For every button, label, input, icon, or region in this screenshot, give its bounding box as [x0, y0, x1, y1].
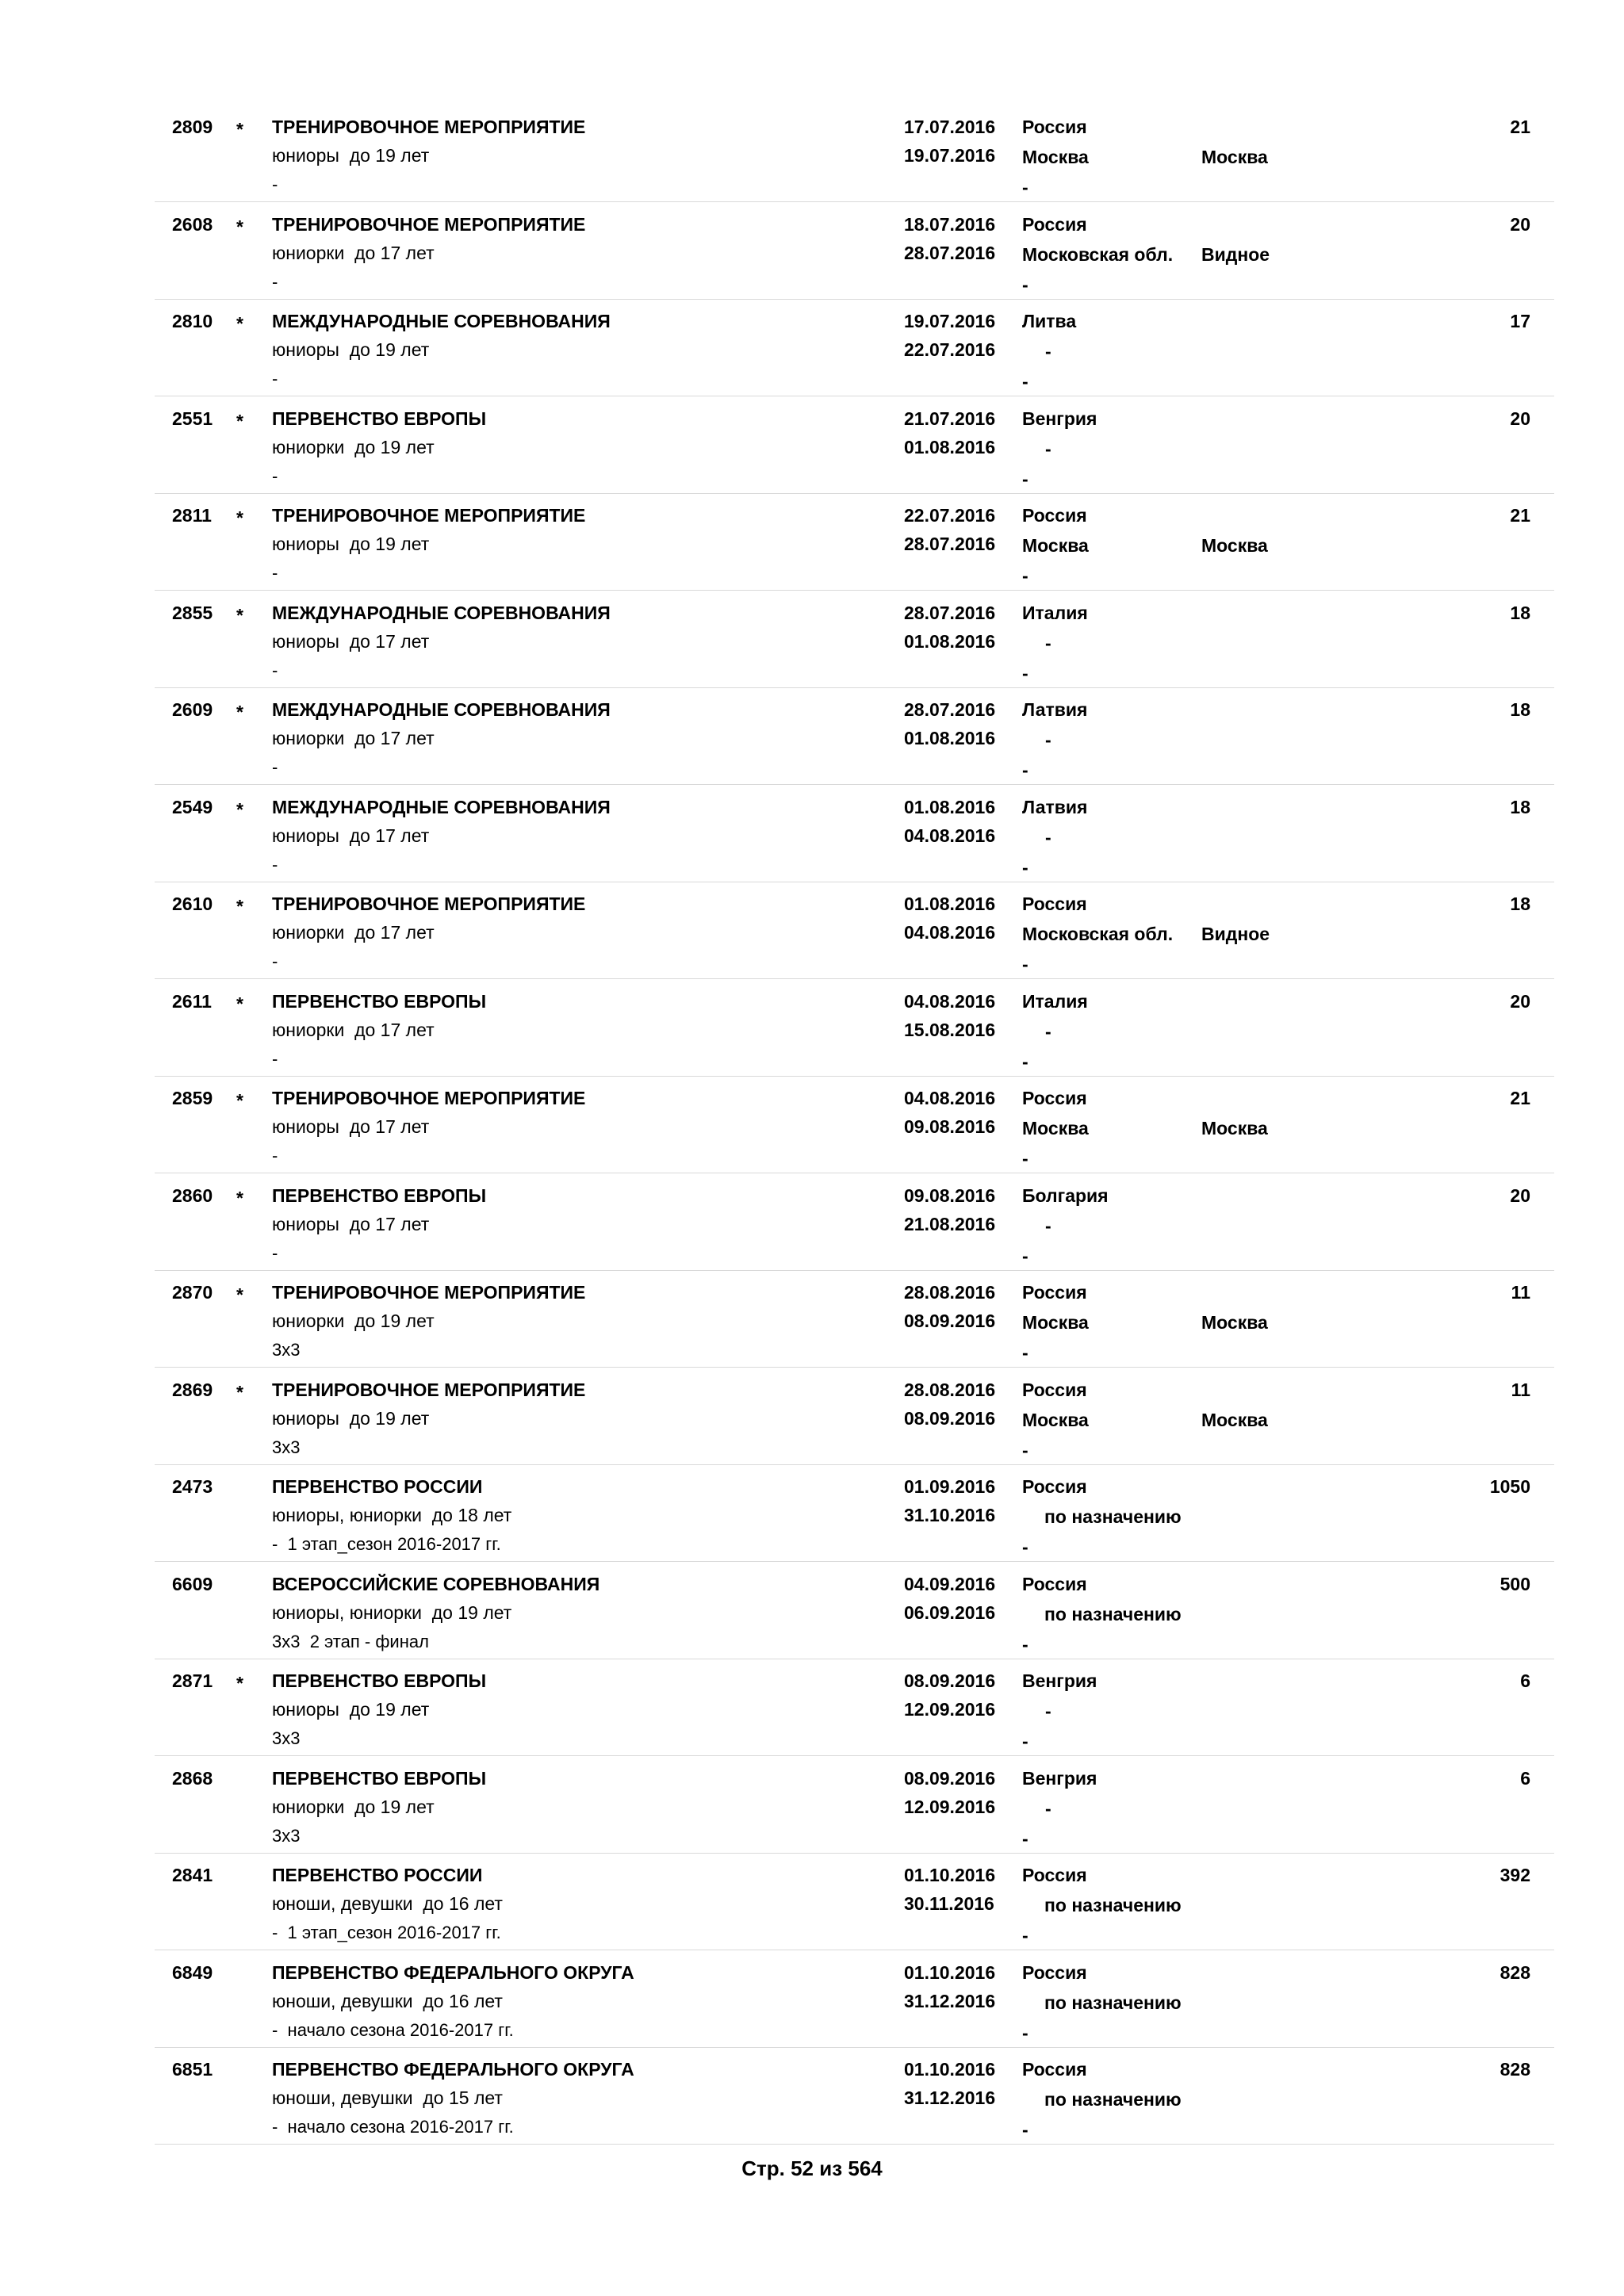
event-title: ТРЕНИРОВОЧНОЕ МЕРОПРИЯТИЕ [272, 1088, 586, 1108]
event-number: 2608 [172, 213, 213, 235]
start-date: 01.10.2016 [904, 1865, 996, 1885]
location-dash: - [1022, 1245, 1028, 1266]
end-date: 19.07.2016 [904, 145, 996, 166]
end-date: 01.08.2016 [904, 630, 996, 652]
participant-count: 21 [1510, 1088, 1530, 1108]
participant-count: 18 [1510, 894, 1530, 914]
end-date: 15.08.2016 [904, 1019, 996, 1040]
start-date: 19.07.2016 [904, 311, 996, 331]
start-date: 08.09.2016 [904, 1767, 996, 1789]
event-note: 3х3 [272, 1728, 301, 1748]
event-row [155, 105, 1554, 202]
event-number: 2859 [172, 1088, 213, 1108]
start-date: 28.07.2016 [904, 602, 996, 623]
end-date: 28.07.2016 [904, 242, 996, 263]
location-dash: - [1022, 954, 1028, 974]
participant-count: 17 [1510, 311, 1530, 331]
event-row [155, 494, 1554, 591]
location-dash: - [1022, 565, 1028, 586]
start-date: 08.09.2016 [904, 1670, 996, 1691]
event-row [155, 1951, 1554, 2048]
event-note: - [272, 563, 278, 583]
event-number: 2871 [172, 1670, 213, 1691]
country: Латвия [1022, 796, 1088, 817]
region: - [1045, 438, 1051, 459]
country: Россия [1022, 894, 1087, 914]
location-dash: - [1022, 1148, 1028, 1169]
country: Россия [1022, 1088, 1087, 1108]
end-date: 06.09.2016 [904, 1601, 996, 1623]
participant-count: 20 [1510, 1184, 1530, 1206]
international-mark: * [236, 313, 243, 334]
end-date: 12.09.2016 [904, 1796, 996, 1817]
start-date: 04.09.2016 [904, 1573, 996, 1594]
participant-count: 11 [1511, 1282, 1530, 1303]
event-number: 6851 [172, 2059, 213, 2080]
age-group: юниоры до 19 лет [272, 1407, 430, 1429]
event-row [155, 397, 1554, 494]
event-title: ТРЕНИРОВОЧНОЕ МЕРОПРИЯТИЕ [272, 117, 586, 137]
event-title: ПЕРВЕНСТВО ЕВРОПЫ [272, 990, 487, 1012]
participant-count: 20 [1510, 408, 1530, 429]
event-note: - [272, 1048, 278, 1069]
participant-count: 11 [1511, 1379, 1530, 1400]
event-note: - начало сезона 2016-2017 гг. [272, 2117, 514, 2137]
age-group: юниоры, юниорки до 19 лет [272, 1601, 512, 1623]
event-note: - 1 этап_сезон 2016-2017 гг. [272, 1534, 501, 1554]
participant-count: 20 [1510, 990, 1530, 1012]
event-title: ПЕРВЕНСТВО ЕВРОПЫ [272, 1184, 487, 1206]
event-title: ВСЕРОССИЙСКИЕ СОРЕВНОВАНИЯ [272, 1573, 600, 1594]
event-number: 2870 [172, 1282, 213, 1303]
start-date: 28.08.2016 [904, 1379, 996, 1400]
end-date: 31.12.2016 [904, 2087, 996, 2108]
event-number: 2869 [172, 1379, 213, 1400]
end-date: 09.08.2016 [904, 1116, 996, 1137]
region: Москва [1022, 1409, 1089, 1430]
country: Россия [1022, 1865, 1087, 1885]
end-date: 22.07.2016 [904, 339, 996, 360]
event-title: ТРЕНИРОВОЧНОЕ МЕРОПРИЯТИЕ [272, 894, 586, 914]
event-note: - начало сезона 2016-2017 гг. [272, 2019, 514, 2040]
country: Россия [1022, 505, 1087, 526]
region: по назначению [1044, 1603, 1182, 1624]
start-date: 21.07.2016 [904, 408, 996, 429]
participant-count: 500 [1500, 1573, 1530, 1594]
location-dash: - [1022, 371, 1028, 392]
location-dash: - [1022, 1731, 1028, 1751]
event-title: ПЕРВЕНСТВО ФЕДЕРАЛЬНОГО ОКРУГА [272, 1961, 634, 1983]
participant-count: 18 [1510, 796, 1530, 817]
age-group: юноши, девушки до 16 лет [272, 1893, 503, 1914]
location-dash: - [1022, 1827, 1028, 1849]
start-date: 17.07.2016 [904, 117, 996, 137]
end-date: 04.08.2016 [904, 922, 996, 943]
country: Венгрия [1022, 1767, 1097, 1789]
international-mark: * [236, 1673, 243, 1693]
age-group: юниорки до 17 лет [272, 242, 435, 263]
international-mark: * [236, 798, 243, 820]
international-mark: * [236, 119, 243, 140]
region: - [1045, 826, 1051, 848]
start-date: 01.08.2016 [904, 796, 996, 817]
participant-count: 392 [1500, 1865, 1530, 1885]
event-row [155, 1077, 1554, 1173]
event-row [155, 688, 1554, 785]
event-note: - [272, 757, 278, 777]
event-note: - 1 этап_сезон 2016-2017 гг. [272, 1923, 501, 1942]
end-date: 31.12.2016 [904, 1990, 996, 2011]
age-group: юниоры, юниорки до 18 лет [272, 1505, 512, 1525]
age-group: юниорки до 17 лет [272, 922, 435, 943]
region: Московская обл. [1022, 924, 1174, 944]
event-number: 2551 [172, 408, 213, 429]
location-dash: - [1022, 468, 1028, 489]
event-note: 3х3 [272, 1437, 301, 1457]
age-group: юниоры до 19 лет [272, 534, 430, 554]
city: Москва [1201, 1312, 1268, 1333]
region: - [1045, 1020, 1051, 1042]
event-title: ПЕРВЕНСТВО РОССИИ [272, 1476, 483, 1497]
country: Италия [1022, 602, 1088, 623]
event-title: МЕЖДУНАРОДНЫЕ СОРЕВНОВАНИЯ [272, 699, 611, 720]
event-title: ТРЕНИРОВОЧНОЕ МЕРОПРИЯТИЕ [272, 1282, 586, 1303]
event-number: 6609 [172, 1573, 213, 1594]
event-row [155, 1465, 1554, 1562]
end-date: 01.08.2016 [904, 436, 996, 457]
event-row [155, 300, 1554, 396]
event-number: 2809 [172, 117, 213, 137]
region: - [1045, 1797, 1051, 1819]
start-date: 01.09.2016 [904, 1476, 996, 1497]
event-note: 3х3 [272, 1340, 301, 1360]
event-note: - [272, 1146, 278, 1165]
city: Видное [1201, 243, 1270, 265]
city: Москва [1201, 1409, 1268, 1430]
event-row [155, 1174, 1554, 1271]
age-group: юниоры до 17 лет [272, 630, 430, 652]
country: Россия [1022, 1282, 1087, 1303]
event-number: 6849 [172, 1961, 213, 1983]
event-note: - [272, 1242, 278, 1263]
age-group: юниоры до 19 лет [272, 1699, 430, 1720]
event-row [155, 882, 1554, 979]
event-number: 2611 [172, 990, 212, 1012]
location-dash: - [1022, 1050, 1028, 1072]
age-group: юниорки до 17 лет [272, 728, 435, 748]
event-number: 2811 [172, 505, 212, 526]
event-row [155, 1757, 1554, 1854]
event-note: - [272, 465, 278, 486]
event-row [155, 203, 1554, 300]
international-mark: * [236, 410, 243, 431]
region: Москва [1022, 147, 1089, 167]
end-date: 31.10.2016 [904, 1505, 996, 1525]
city: Москва [1201, 1118, 1268, 1138]
event-number: 2609 [172, 699, 213, 720]
event-title: ПЕРВЕНСТВО ЕВРОПЫ [272, 1767, 487, 1789]
event-row [155, 1563, 1554, 1659]
location-dash: - [1022, 662, 1028, 683]
start-date: 22.07.2016 [904, 505, 996, 526]
event-row [155, 980, 1554, 1077]
country: Россия [1022, 213, 1087, 235]
international-mark: * [236, 216, 243, 237]
participant-count: 18 [1510, 602, 1530, 623]
end-date: 21.08.2016 [904, 1213, 996, 1234]
end-date: 01.08.2016 [904, 728, 996, 748]
international-mark: * [236, 702, 243, 722]
region: Московская обл. [1022, 243, 1174, 265]
event-number: 2610 [172, 894, 213, 914]
event-row [155, 1659, 1554, 1756]
age-group: юниоры до 17 лет [272, 1213, 430, 1234]
age-group: юниоры до 19 лет [272, 339, 430, 360]
city: Москва [1201, 535, 1268, 556]
age-group: юноши, девушки до 16 лет [272, 1990, 503, 2011]
region: - [1045, 1215, 1051, 1236]
country: Венгрия [1022, 408, 1097, 429]
event-title: МЕЖДУНАРОДНЫЕ СОРЕВНОВАНИЯ [272, 602, 611, 623]
location-dash: - [1022, 274, 1028, 295]
event-title: ПЕРВЕНСТВО ЕВРОПЫ [272, 408, 487, 429]
event-number: 2810 [172, 311, 213, 331]
location-dash: - [1022, 1342, 1028, 1363]
start-date: 04.08.2016 [904, 1088, 996, 1108]
event-number: 2841 [172, 1865, 213, 1885]
event-title: ТРЕНИРОВОЧНОЕ МЕРОПРИЯТИЕ [272, 505, 586, 526]
participant-count: 828 [1500, 1961, 1530, 1983]
age-group: юноши, девушки до 15 лет [272, 2087, 503, 2108]
event-note: - [272, 174, 278, 194]
country: Россия [1022, 117, 1087, 137]
event-note: - [272, 271, 278, 292]
event-note: - [272, 369, 278, 388]
event-row [155, 2048, 1554, 2145]
region: - [1045, 341, 1051, 362]
region: по назначению [1044, 1895, 1182, 1915]
international-mark: * [236, 604, 243, 626]
start-date: 09.08.2016 [904, 1184, 996, 1206]
age-group: юниоры до 17 лет [272, 1116, 430, 1137]
end-date: 08.09.2016 [904, 1407, 996, 1429]
country: Италия [1022, 990, 1088, 1012]
city: Видное [1201, 924, 1270, 944]
event-number: 2868 [172, 1767, 213, 1789]
event-number: 2860 [172, 1184, 213, 1206]
start-date: 01.10.2016 [904, 2059, 996, 2080]
location-dash: - [1022, 177, 1028, 197]
age-group: юниорки до 19 лет [272, 1311, 435, 1331]
event-row [155, 591, 1554, 688]
event-title: ПЕРВЕНСТВО ЕВРОПЫ [272, 1670, 487, 1691]
location-dash: - [1022, 1925, 1028, 1946]
age-group: юниорки до 19 лет [272, 1796, 435, 1817]
region: по назначению [1044, 1992, 1182, 2013]
location-dash: - [1022, 1536, 1028, 1557]
location-dash: - [1022, 856, 1028, 878]
start-date: 28.08.2016 [904, 1282, 996, 1303]
international-mark: * [236, 1187, 243, 1208]
international-mark: * [236, 1381, 243, 1402]
age-group: юниоры до 17 лет [272, 825, 430, 846]
start-date: 04.08.2016 [904, 990, 996, 1012]
country: Латвия [1022, 699, 1088, 720]
event-row [155, 1271, 1554, 1368]
event-title: ПЕРВЕНСТВО ФЕДЕРАЛЬНОГО ОКРУГА [272, 2059, 634, 2080]
location-dash: - [1022, 1439, 1028, 1460]
international-mark: * [236, 1090, 243, 1111]
event-note: 3х3 2 этап - финал [272, 1631, 429, 1651]
end-date: 04.08.2016 [904, 825, 996, 846]
end-date: 28.07.2016 [904, 534, 996, 554]
page-number: Стр. 52 из 564 [741, 2156, 883, 2180]
event-number: 2855 [172, 602, 213, 623]
country: Венгрия [1022, 1670, 1097, 1691]
participant-count: 6 [1520, 1670, 1530, 1691]
event-title: ПЕРВЕНСТВО РОССИИ [272, 1865, 483, 1885]
country: Россия [1022, 1379, 1087, 1400]
start-date: 01.10.2016 [904, 1961, 996, 1983]
international-mark: * [236, 507, 243, 528]
event-title: МЕЖДУНАРОДНЫЕ СОРЕВНОВАНИЯ [272, 311, 611, 331]
age-group: юниорки до 17 лет [272, 1019, 435, 1040]
country: Россия [1022, 2059, 1087, 2080]
event-note: 3х3 [272, 1825, 301, 1846]
region: по назначению [1044, 2089, 1182, 2110]
start-date: 28.07.2016 [904, 699, 996, 720]
start-date: 18.07.2016 [904, 213, 996, 235]
participant-count: 21 [1510, 117, 1530, 137]
event-title: ТРЕНИРОВОЧНОЕ МЕРОПРИЯТИЕ [272, 213, 586, 235]
event-note: - [272, 660, 278, 680]
event-note: - [272, 951, 278, 971]
international-mark: * [236, 896, 243, 916]
participant-count: 18 [1510, 699, 1530, 720]
country: Литва [1022, 311, 1077, 331]
end-date: 30.11.2016 [904, 1893, 994, 1914]
participant-count: 1050 [1489, 1476, 1530, 1497]
region: по назначению [1044, 1506, 1182, 1527]
end-date: 08.09.2016 [904, 1311, 996, 1331]
end-date: 12.09.2016 [904, 1699, 996, 1720]
event-row [155, 1368, 1554, 1465]
event-number: 2549 [172, 796, 213, 817]
event-title: МЕЖДУНАРОДНЫЕ СОРЕВНОВАНИЯ [272, 796, 611, 817]
participant-count: 21 [1510, 505, 1530, 526]
region: - [1045, 632, 1051, 653]
age-group: юниорки до 19 лет [272, 436, 435, 457]
event-row [155, 786, 1554, 882]
region: - [1045, 729, 1051, 750]
region: Москва [1022, 535, 1089, 556]
country: Болгария [1022, 1184, 1109, 1206]
event-number: 2473 [172, 1476, 213, 1497]
location-dash: - [1022, 2119, 1028, 2140]
participant-count: 6 [1520, 1767, 1530, 1789]
age-group: юниоры до 19 лет [272, 145, 430, 166]
region: Москва [1022, 1312, 1089, 1333]
event-row [155, 1854, 1554, 1950]
location-dash: - [1022, 760, 1028, 780]
event-note: - [272, 854, 278, 874]
country: Россия [1022, 1573, 1087, 1594]
location-dash: - [1022, 1633, 1028, 1655]
participant-count: 20 [1510, 213, 1530, 235]
participant-count: 828 [1500, 2059, 1530, 2080]
event-title: ТРЕНИРОВОЧНОЕ МЕРОПРИЯТИЕ [272, 1379, 586, 1400]
international-mark: * [236, 1284, 243, 1305]
region: - [1045, 1701, 1051, 1721]
international-mark: * [236, 993, 243, 1014]
start-date: 01.08.2016 [904, 894, 996, 914]
location-dash: - [1022, 2022, 1028, 2043]
country: Россия [1022, 1961, 1087, 1983]
country: Россия [1022, 1476, 1087, 1497]
city: Москва [1201, 147, 1268, 167]
region: Москва [1022, 1118, 1089, 1138]
